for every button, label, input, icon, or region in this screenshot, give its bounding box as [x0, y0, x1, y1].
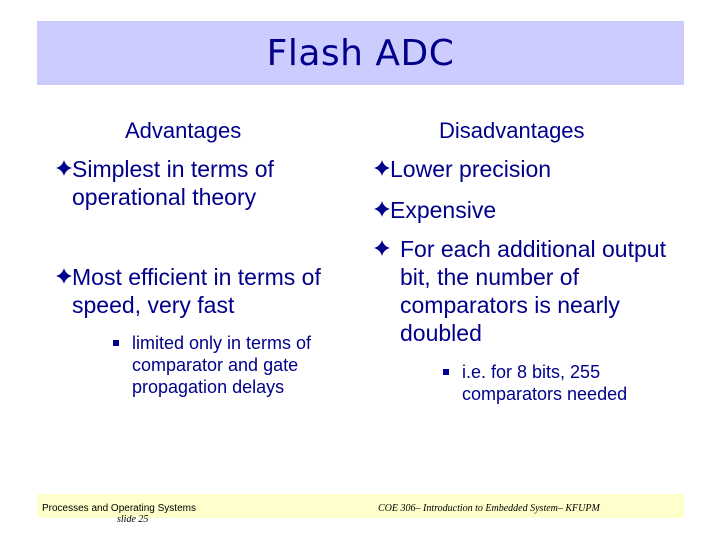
disadvantages-heading: Disadvantages	[439, 118, 585, 143]
diamond-bullet-icon	[373, 239, 391, 257]
footer-course-code: COE 306– Introduction to Embedded System– KFUPM	[378, 503, 600, 514]
disadvantage-item-2	[373, 196, 693, 224]
disadvantage-text-2: Expensive	[390, 197, 497, 223]
advantage-text-1: Simplest in terms of operational theory	[72, 156, 274, 210]
diamond-bullet-icon	[373, 159, 391, 177]
footer-left	[42, 503, 196, 525]
square-bullet-icon	[113, 340, 119, 346]
footer-course-title: Processes and Operating Systems	[42, 503, 196, 514]
footer-slide-number: slide 25	[117, 514, 149, 525]
disadvantage-text-3: For each additional output bit, the number of comparators is nearly doubled	[400, 236, 666, 346]
disadvantage-subitem-text: i.e. for 8 bits, 255 comparators needed	[462, 362, 628, 404]
diamond-bullet-icon	[55, 267, 73, 285]
disadvantage-item-3	[373, 235, 688, 347]
disadvantage-item-1	[373, 155, 693, 183]
disadvantage-text-1: Lower precision	[390, 156, 552, 182]
diamond-bullet-icon	[373, 200, 391, 218]
advantage-item-1	[55, 155, 335, 211]
advantage-subitem-text: limited only in terms of comparator and gate propagation delays	[132, 333, 312, 397]
slide-title: Flash ADC	[266, 33, 455, 74]
diamond-bullet-icon	[55, 159, 73, 177]
advantages-heading: Advantages	[125, 118, 242, 143]
advantage-text-2: Most efficient in terms of speed, very fast	[72, 264, 321, 318]
advantage-subitem	[113, 332, 353, 398]
disadvantage-subitem	[443, 361, 668, 405]
title-bar	[37, 21, 684, 85]
advantage-item-2	[55, 263, 345, 319]
square-bullet-icon	[443, 369, 449, 375]
